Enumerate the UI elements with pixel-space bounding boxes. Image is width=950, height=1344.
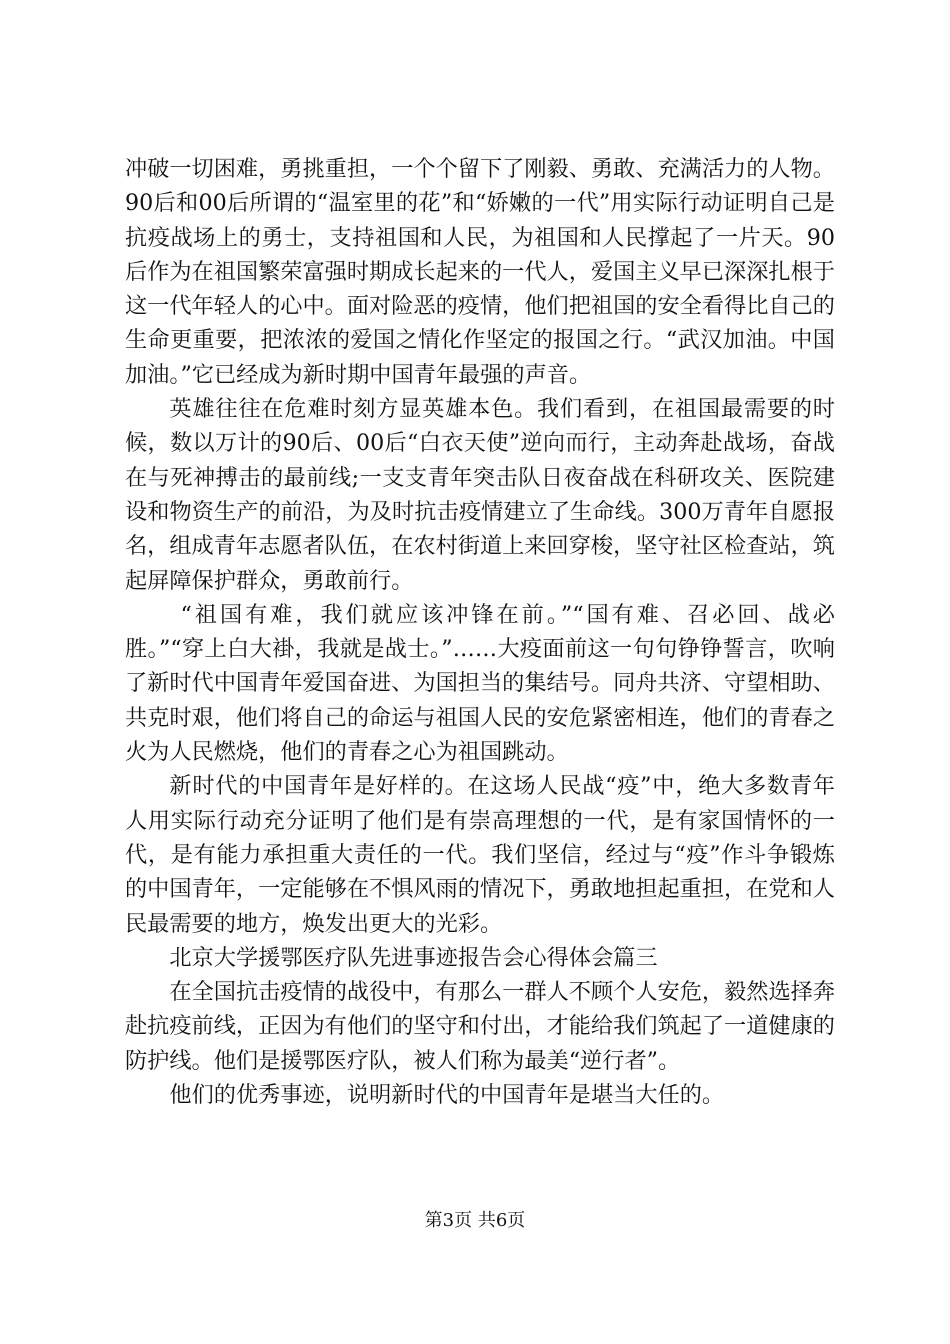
paragraph-continuation: 冲破一切困难，勇挑重担，一个个留下了刚毅、勇敢、充满活力的人物。90后和00后所谓的“温室里的花”和“娇嫩的一代”用实际行动证明自己是抗疫战场上的勇士，支持祖国和人民，为祖国和人民撑起了一片天。90后作为在祖国繁荣富强时期成长起来的一代人，爱国主义早已深深扎根于这一代年轻人的心中。面对险恶的疫情，他们把祖国的安全看得比自己的生命更重要，把浓浓的爱国之情化作坚定的报国之行。“武汉加油。中国加油。”它已经成为新时期中国青年最强的声音。: [125, 156, 835, 388]
paragraph-heroes: 英雄往往在危难时刻方显英雄本色。我们看到，在祖国最需要的时候，数以万计的90后、00后“白衣天使”逆向而行，主动奔赴战场，奋战在与死神搏击的最前线;一支支青年突击队日夜奋战在科研攻关、医院建设和物资生产的前沿，为及时抗击疫情建立了生命线。300万青年自愿报名，组成青年志愿者队伍，在农村街道上来回穿梭，坚守社区检查站，筑起屏障保护群众，勇敢前行。: [125, 396, 835, 594]
paragraph-oaths: “祖国有难，我们就应该冲锋在前。”“国有难、召必回、战必胜。”“穿上白大褂，我就是战士。”……大疫面前这一句句铮铮誓言，吹响了新时代中国青年爱国奋进、为国担当的集结号。同舟共济、守望相助、共克时艰，他们将自己的命运与祖国人民的安危紧密相连，他们的青春之火为人民燃烧，他们的青春之心为祖国跳动。: [125, 601, 835, 766]
paragraph-deeds: 他们的优秀事迹，说明新时代的中国青年是堪当大任的。: [169, 1082, 725, 1109]
document-body: [125, 152, 835, 1112]
paragraph-medical-team: 在全国抗击疫情的战役中，有那么一群人不顾个人安危，毅然选择奔赴抗疫前线，正因为有他们的坚守和付出，才能给我们筑起了一道健康的防护线。他们是援鄂医疗队，被人们称为最美“逆行者”。: [125, 979, 836, 1074]
section-heading: 北京大学援鄂医疗队先进事迹报告会心得体会篇三: [169, 944, 658, 971]
paragraph-new-era-youth: 新时代的中国青年是好样的。在这场人民战“疫”中，绝大多数青年人用实际行动充分证明了他们是有崇高理想的一代，是有家国情怀的一代，是有能力承担重大责任的一代。我们坚信，经过与“疫”作斗争锻炼的中国青年，一定能够在不惧风雨的情况下，勇敢地担起重担，在党和人民最需要的地方，焕发出更大的光彩。: [125, 773, 835, 937]
page-footer: 第3页 共6页: [424, 1210, 526, 1231]
